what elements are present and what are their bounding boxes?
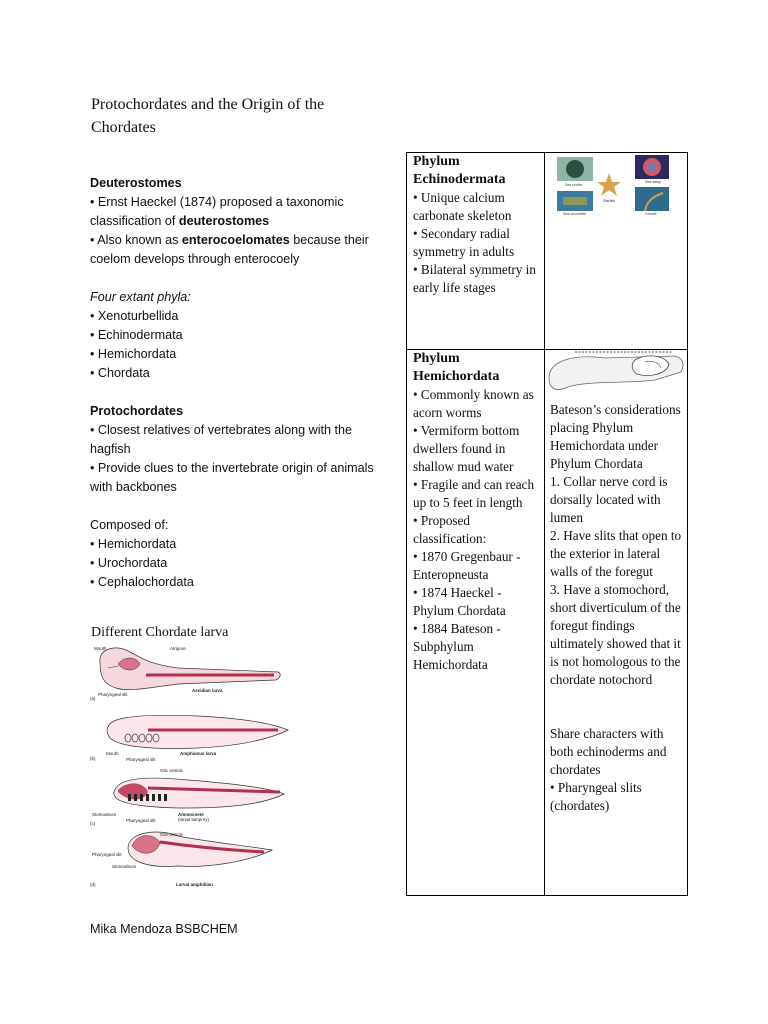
- bullet-text: • Also known as: [90, 233, 182, 247]
- label-pharyngeal-a: Pharyngeal slit: [98, 692, 128, 697]
- title-line-2: Chordates: [91, 119, 156, 136]
- label-pharyngeal-d: Pharyngeal slit: [92, 852, 122, 857]
- bateson-point: 3. Have a stomochord, short diverticulum of the foregut findings ultimately showed that it is not homologous to the chordate notochord: [550, 582, 681, 687]
- protochordates-heading: Protochordates: [90, 404, 184, 418]
- hemichordata-item: • Fragile and can reach up to 5 feet in length: [413, 477, 535, 510]
- ascidian-larva-drawing: [100, 648, 280, 690]
- label-pharyngeal-c: Pharyngeal slit: [126, 818, 156, 823]
- bullet-text: • Ernst Haeckel (1874) proposed a taxonomic classification of: [90, 195, 344, 228]
- echinodermata-image-cell: [545, 153, 688, 350]
- hemichordata-notes-cell: [545, 350, 688, 896]
- amphioxus-larva-drawing: [107, 715, 288, 748]
- phylum-echinodermata-heading: Phylum Echinodermata: [413, 154, 506, 187]
- label-otic-c: Otic vesicle: [160, 768, 184, 773]
- hemichordata-cell: [407, 350, 545, 896]
- hemichordata-item: • 1870 Gregenbaur - Enteropneusta: [413, 549, 521, 582]
- hemichordata-row: [407, 350, 688, 896]
- share-characters-text: Share characters with both echinoderms and chordates: [550, 726, 667, 777]
- hemichordata-item: • 1874 Haeckel - Phylum Chordata: [413, 585, 506, 618]
- label-a: (a): [90, 696, 96, 701]
- echinodermata-row: [407, 153, 688, 350]
- label-d: (d): [90, 882, 96, 887]
- label-ascidian-larva: Ascidian larva: [192, 688, 223, 693]
- echinodermata-item: • Bilateral symmetry in early life stages: [413, 262, 536, 295]
- echinodermata-cell: [407, 153, 545, 350]
- label-b: (b): [90, 756, 96, 761]
- label-pharyngeal-b: Pharyngeal slit: [126, 757, 156, 762]
- hemichordata-item: • Proposed classification:: [413, 513, 487, 546]
- bullet-text: because their coelom develops through enterocoely: [90, 233, 369, 266]
- echinodermata-item: • Unique calcium carbonate skeleton: [413, 190, 512, 223]
- amphibian-larva-drawing: [128, 832, 272, 866]
- label-mouth-a: Mouth: [94, 646, 107, 651]
- label-amphioxus-larva: Amphioxus larva: [180, 751, 217, 756]
- chordate-larva-figure: [88, 642, 294, 892]
- hemichordata-item: • Vermiform bottom dwellers found in shallow mud water: [413, 423, 520, 474]
- phylum-hemichordata-heading: Phylum Hemichordata: [413, 351, 500, 384]
- deuterostomes-bullet-2: [90, 231, 380, 269]
- deuterostomes-bullet-1: [90, 193, 380, 231]
- ammocoete-larva-drawing: [114, 778, 284, 808]
- label-stomodeum-c: Stomodeum: [92, 812, 117, 817]
- label-sea-daisy: Sea daisy: [645, 180, 661, 184]
- label-ammocoete-sub: (larval lamprey): [178, 817, 210, 822]
- larva-figure-title: Different Chordate larva: [91, 625, 229, 640]
- label-atripore: Atripore: [170, 646, 186, 651]
- hemichordata-item: • Commonly known as acorn worms: [413, 387, 534, 420]
- bateson-notes: [545, 401, 687, 815]
- deuterostomes-heading: Deuterostomes: [90, 176, 182, 190]
- title-line-1: Protochordates and the Origin of the: [91, 96, 325, 113]
- phyla-item: • Xenoturbellida: [90, 309, 179, 323]
- bateson-point: 2. Have slits that open to the exterior in lateral walls of the foregut: [550, 528, 682, 579]
- protochordates-item: • Provide clues to the invertebrate origin of animals with backbones: [90, 461, 374, 494]
- left-column: [90, 174, 380, 592]
- label-ammocoete: Ammocoete: [178, 812, 204, 817]
- label-stomodeum-d: Stomodeum: [112, 864, 137, 869]
- composed-heading: Composed of:: [90, 518, 169, 532]
- share-characters-item: • Pharyngeal slits (chordates): [550, 780, 642, 813]
- document-title: [91, 93, 391, 139]
- composed-item: • Cephalochordata: [90, 575, 194, 589]
- label-sea-urchin: Sea urchin: [565, 183, 583, 187]
- echinoderm-photos-image: [545, 153, 687, 223]
- protochordates-item: • Closest relatives of vertebrates along with the hagfish: [90, 423, 353, 456]
- acorn-worm-diagram: [545, 350, 687, 396]
- bold-term: enterocoelomates: [181, 233, 290, 247]
- bateson-point: 1. Collar nerve cord is dorsally located with lumen: [550, 474, 668, 525]
- bateson-intro: Bateson’s considerations placing Phylum Hemichordata under Phylum Chordata: [550, 402, 681, 471]
- label-crinoid: Crinoid: [645, 212, 657, 216]
- composed-item: • Hemichordata: [90, 537, 177, 551]
- label-starfish: Starfish: [603, 199, 616, 203]
- composed-item: • Urochordata: [90, 556, 168, 570]
- label-sea-cucumber: Sea cucumber: [563, 212, 587, 216]
- echinodermata-item: • Secondary radial symmetry in adults: [413, 226, 515, 259]
- label-mouth-b: Mouth: [106, 751, 119, 756]
- phyla-item: • Chordata: [90, 366, 150, 380]
- bold-term: deuterostomes: [178, 214, 270, 228]
- phyla-item: • Echinodermata: [90, 328, 183, 342]
- phyla-table: [406, 152, 688, 896]
- phyla-item: • Hemichordata: [90, 347, 177, 361]
- label-c: (c): [90, 821, 96, 826]
- hemichordata-item: • 1884 Bateson - Subphylum Hemichordata: [413, 621, 501, 672]
- label-otic-d: Otic vesicle: [160, 832, 184, 837]
- footer-author: Mika Mendoza BSBCHEM: [90, 922, 238, 936]
- phyla-heading: Four extant phyla:: [90, 290, 191, 304]
- label-larval-amphibian: Larval amphibian: [176, 882, 214, 887]
